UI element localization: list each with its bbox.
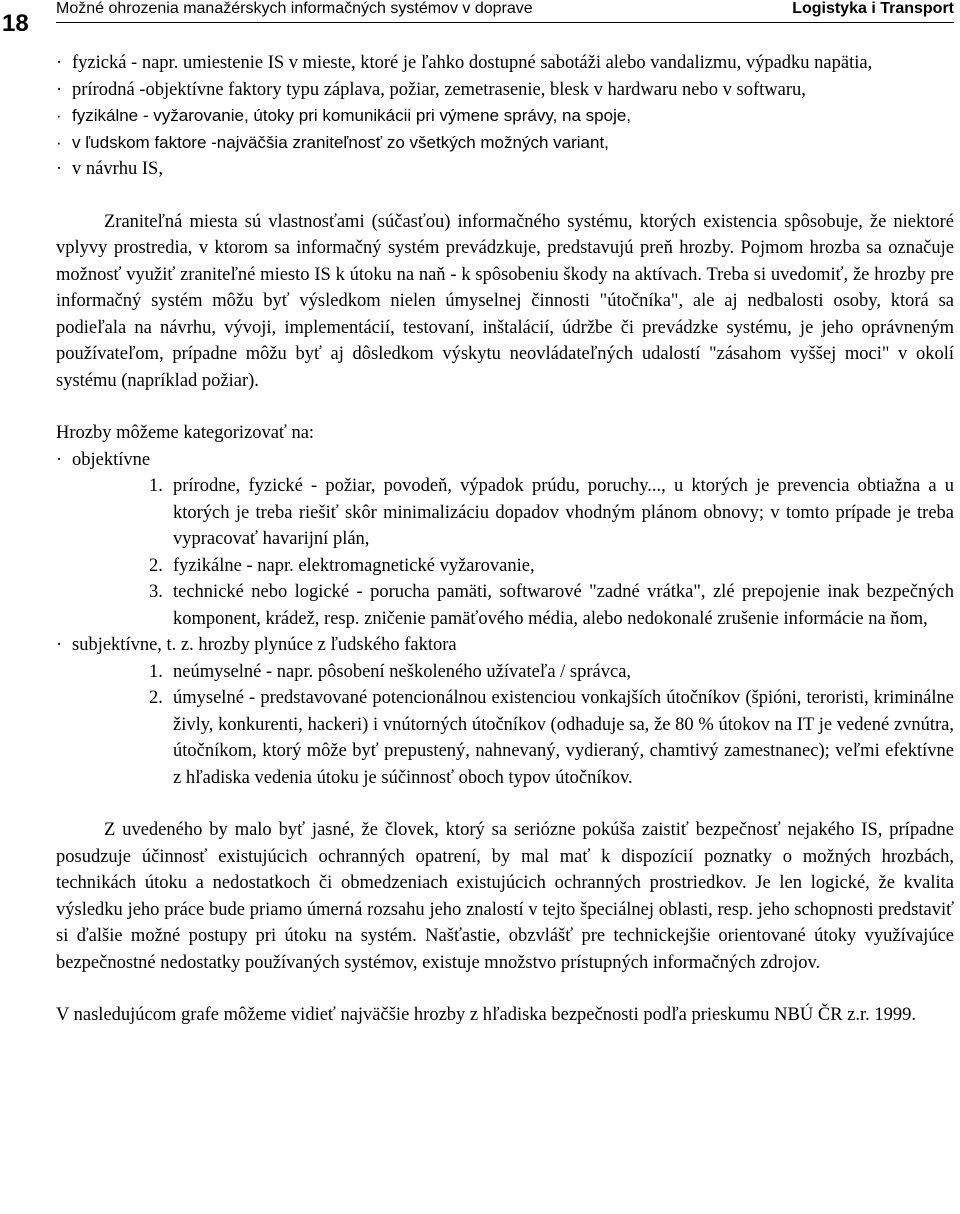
- bullet: ·: [56, 132, 62, 152]
- list-item: [56, 579, 954, 632]
- list-item: [56, 77, 954, 104]
- list-item: [56, 103, 954, 130]
- list-item-text: fyzikálne - vyžarovanie, útoky pri komunikácii pri výmene správy, na spoje,: [72, 106, 632, 125]
- paragraph-knowledge: Z uvedeného by malo byť jasné, že človek, ktorý sa seriózne pokúša zaistiť bezpečnosť nejakého IS, prípadne posudzuje účinnosť existujúcich ochranných opatrení, by mal mať k dispozícií poznatky o možných hrozbách, technikách útoku a nedostatkoch či obmedzeniach existujúcich ochranných prostriedkov. Je len logické, že kvalita výsledku jeho práce bude priamo úmerná rozsahu jeho znalostí v tejto špeciálnej oblasti, resp. jeho schopnosti predstaviť si ďalšie možné postupy pri útoku na systém. Našťastie, obzvlášť pre technickejšie orientované útoky využívajúce bezpečnostné nedostatky používaných systémov, existuje množstvo prístupných informačných zdrojov.: [56, 820, 954, 973]
- list-item: [56, 553, 954, 580]
- physical-threats-list: [56, 50, 954, 183]
- bullet: ·: [56, 159, 63, 179]
- list-item: [56, 659, 954, 686]
- page-body: [56, 50, 954, 1029]
- list-item: [56, 685, 954, 791]
- category-label: objektívne: [72, 449, 151, 470]
- item-text: prírodne, fyzické - požiar, povodeň, výpadok prúdu, poruchy..., u ktorých je prevencia obtiažna a u ktorých je treba riešiť skôr minimalizáciu dopadov vhodným plánom obnovy; v tomto prípade je treba vypracovať havarijní plán,: [173, 476, 954, 549]
- item-text: neúmyselné - napr. pôsobení neškoleného užívateľa / správca,: [173, 661, 632, 682]
- page-number: 18: [2, 10, 29, 37]
- bullet: ·: [56, 449, 63, 470]
- list-item: [56, 156, 954, 183]
- item-number: 2.: [149, 688, 163, 708]
- item-number: 1.: [149, 661, 163, 682]
- bullet: ·: [56, 635, 63, 655]
- list-item: [56, 473, 954, 553]
- list-item-text: v návrhu IS,: [72, 159, 163, 179]
- list-item-text: prírodná -objektívne faktory typu záplava, požiar, zemetrasenie, blesk v hardwaru nebo v softwaru,: [72, 79, 806, 100]
- item-text: fyzikálne - napr. elektromagnetické vyžarovanie,: [173, 555, 535, 576]
- bullet: ·: [56, 79, 63, 100]
- running-header: [56, 0, 954, 23]
- category-objective: [56, 447, 954, 474]
- category-label: subjektívne, t. z. hrozby plynúce z ľudského faktora: [72, 635, 457, 655]
- bullet: ·: [56, 53, 63, 73]
- category-subjective: [56, 632, 954, 659]
- paragraph-graph-intro: V nasledujúcom grafe môžeme vidieť najväčšie hrozby z hľadiska bezpečnosti podľa prieskumu NBÚ ČR z.r. 1999.: [56, 1005, 917, 1025]
- list-item-text: v ľudskom faktore -najväčšia zraniteľnosť zo všetkých možných variant,: [72, 132, 609, 152]
- item-number: 1.: [149, 476, 163, 496]
- header-journal: Logistyka i Transport: [792, 0, 954, 17]
- list-item: [56, 130, 954, 157]
- item-text: technické nebo logické - porucha pamäti, softwarové "zadné vrátka", zlé prepojenie inak bezpečných komponent, krádež, resp. zničenie pamäťového média, alebo nedokonalé zrušenie informácie na ňom,: [173, 582, 954, 629]
- paragraph-vulnerabilities: Zraniteľná miesta sú vlastnosťami (súčasťou) informačného systému, ktorých existencia spôsobuje, že niektoré vplyvy prostredia, v ktorom sa informačný systém prevádzkuje, predstavujú preň hrozby. Pojmom hrozba sa označuje možnosť využiť zraniteľné miesto IS k útoku na naň - k spôsobeniu škody na aktívach. Treba si uvedomiť, že hrozby pre informačný systém môžu byť výsledkom nielen úmyselnej činnosti "útočníka", ale aj nedbalosti osoby, ktorá sa podieľala na návrhu, vývoji, implementácií, testovaní, inštalácií, údržbe či prevádzke systému, je jeho oprávneným používateľom, prípadne môžu byť aj dôsledkom výskytu neovládateľných udalostí "zásahom vyššej moci" v okolí systému (napríklad požiar).: [56, 211, 954, 391]
- threats-heading: Hrozby môžeme kategorizovať na:: [56, 423, 315, 443]
- list-item-text: fyzická - napr. umiestenie IS v mieste, ktoré je ľahko dostupné sabotáži alebo vandalizmu, výpadku napätia,: [72, 53, 873, 73]
- bullet: ·: [56, 106, 62, 125]
- item-text: úmyselné - predstavované potencionálnou existenciou vonkajších útočníkov (špióni, teroristi, kriminálne živly, konkurenti, hackeri) i vnútorných útočníkov (odhaduje sa, že 80 % útokov na IT je vedené zvnútra, útočníkom, ktorý môže byť prepustený, nahnevaný, vydieraný, chamtivý zamestnanec); veľmi efektívne z hľadiska vedenia útoku je súčinnosť oboch typov útočníkov.: [173, 688, 954, 788]
- item-number: 2.: [149, 555, 163, 576]
- header-title: Možné ohrozenia manažérskych informačných systémov v doprave: [56, 0, 533, 17]
- list-item: [56, 50, 954, 77]
- item-number: 3.: [149, 582, 163, 602]
